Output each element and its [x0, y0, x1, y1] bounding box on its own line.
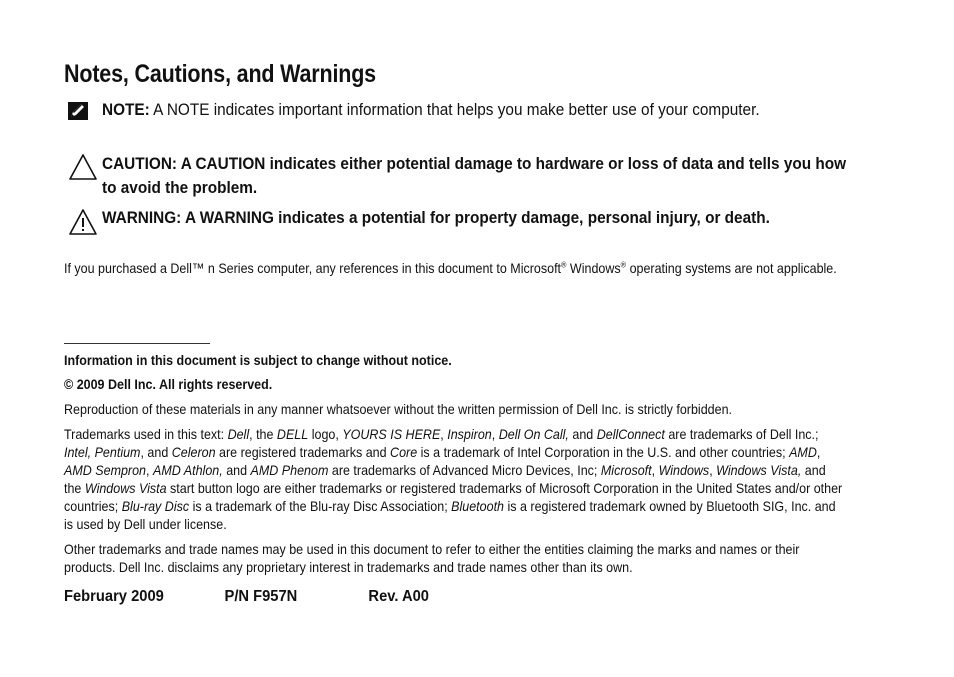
page-title: Notes, Cautions, and Warnings: [64, 60, 376, 88]
trademark-name: Core: [390, 445, 418, 460]
trademark-name: Microsoft: [600, 463, 652, 478]
trademark-name: Inspiron: [447, 427, 492, 442]
trademark-name: Intel, Pentium: [64, 445, 141, 460]
trademark-name: DELL: [276, 427, 309, 442]
trademark-text: and: [222, 463, 251, 478]
trademark-text: ,: [816, 445, 821, 460]
caution-text: CAUTION: A CAUTION indicates either potential damage to hardware or loss of data and tells you how to avoid the problem.: [102, 155, 847, 197]
trademark-text: , the: [249, 427, 277, 442]
caution-triangle-icon: [68, 153, 98, 186]
note-label: NOTE:: [102, 101, 150, 119]
warning-text: WARNING: A WARNING indicates a potential for property damage, personal injury, or death.: [102, 209, 770, 227]
trademark-text: and: [568, 427, 597, 442]
trademark-text: ,: [651, 463, 659, 478]
trademark-text: , and: [140, 445, 172, 460]
trademark-name: AMD Sempron: [64, 463, 147, 478]
trademarks-paragraph: [64, 426, 846, 534]
change-notice: Information in this document is subject to change without notice.: [64, 353, 452, 368]
other-trademarks-paragraph: Other trademarks and trade names may be used in this document to refer to either the entities claiming the marks and names or their products. Dell Inc. disclaims any proprietary interest in trademarks and trade names other than its own.: [64, 542, 800, 575]
caution-notice: [64, 152, 854, 200]
n-series-text-2: Windows: [566, 261, 621, 276]
copyright-notice: © 2009 Dell Inc. All rights reserved.: [64, 377, 273, 392]
note-notice: [64, 98, 854, 122]
registered-mark: ®: [620, 260, 627, 270]
trademark-name: AMD Phenom: [250, 463, 329, 478]
trademark-name: Windows: [658, 463, 710, 478]
trademark-text: is a trademark of Intel Corporation in the U.S. and other countries;: [417, 445, 790, 460]
trademark-name: AMD: [789, 445, 817, 460]
divider-rule: [64, 343, 210, 344]
trademark-text: are trademarks of Advanced Micro Devices, Inc;: [328, 463, 601, 478]
n-series-paragraph: [64, 260, 846, 278]
trademark-text: ,: [491, 427, 499, 442]
trademark-text: are registered trademarks and: [215, 445, 391, 460]
trademark-name: Blu-ray Disc: [121, 499, 190, 514]
n-series-text-1: If you purchased a Dell™ n Series computer, any references in this document to Microsoft: [64, 261, 562, 276]
trademark-text: are trademarks of Dell Inc.;: [664, 427, 819, 442]
trademark-text: ,: [709, 463, 717, 478]
warning-notice: [64, 206, 854, 230]
trademark-name: Celeron: [171, 445, 216, 460]
trademark-name: Windows Vista,: [716, 463, 802, 478]
note-text: [102, 98, 855, 122]
warning-triangle-icon: [68, 208, 98, 241]
note-pencil-icon: [68, 102, 88, 125]
revision: Rev. A00: [368, 588, 429, 605]
trademark-name: YOURS IS HERE: [342, 427, 441, 442]
trademark-name: Bluetooth: [451, 499, 505, 514]
trademark-name: AMD Athlon,: [152, 463, 223, 478]
trademark-name: Dell: [227, 427, 250, 442]
trademark-text: and the: [64, 463, 826, 496]
part-number: P/N F957N: [224, 588, 298, 605]
trademark-name: Dell On Call,: [498, 427, 569, 442]
trademark-text: start button logo are either trademarks or registered trademarks of Microsoft Corporation in the United States and/or other countries;: [64, 481, 843, 514]
trademark-text: logo,: [308, 427, 343, 442]
publication-date: February 2009: [64, 588, 164, 605]
reproduction-notice: Reproduction of these materials in any manner whatsoever without the written permission of Dell Inc. is strictly forbidden.: [64, 402, 733, 417]
trademark-text: ,: [146, 463, 153, 478]
trademark-text: is a registered trademark owned by Bluetooth SIG, Inc. and is used by Dell under license.: [64, 499, 836, 532]
trademark-name: Windows Vista: [84, 481, 167, 496]
trademark-text: is a trademark of the Blu-ray Disc Association;: [189, 499, 452, 514]
trademark-name: DellConnect: [596, 427, 665, 442]
note-body: A NOTE indicates important information that helps you make better use of your computer.: [149, 101, 760, 119]
registered-mark: ®: [561, 260, 567, 270]
trademark-text: ,: [440, 427, 448, 442]
trademark-text: Trademarks used in this text:: [64, 427, 228, 442]
document-footer: [64, 588, 429, 606]
n-series-text-3: operating systems are not applicable.: [626, 261, 837, 276]
